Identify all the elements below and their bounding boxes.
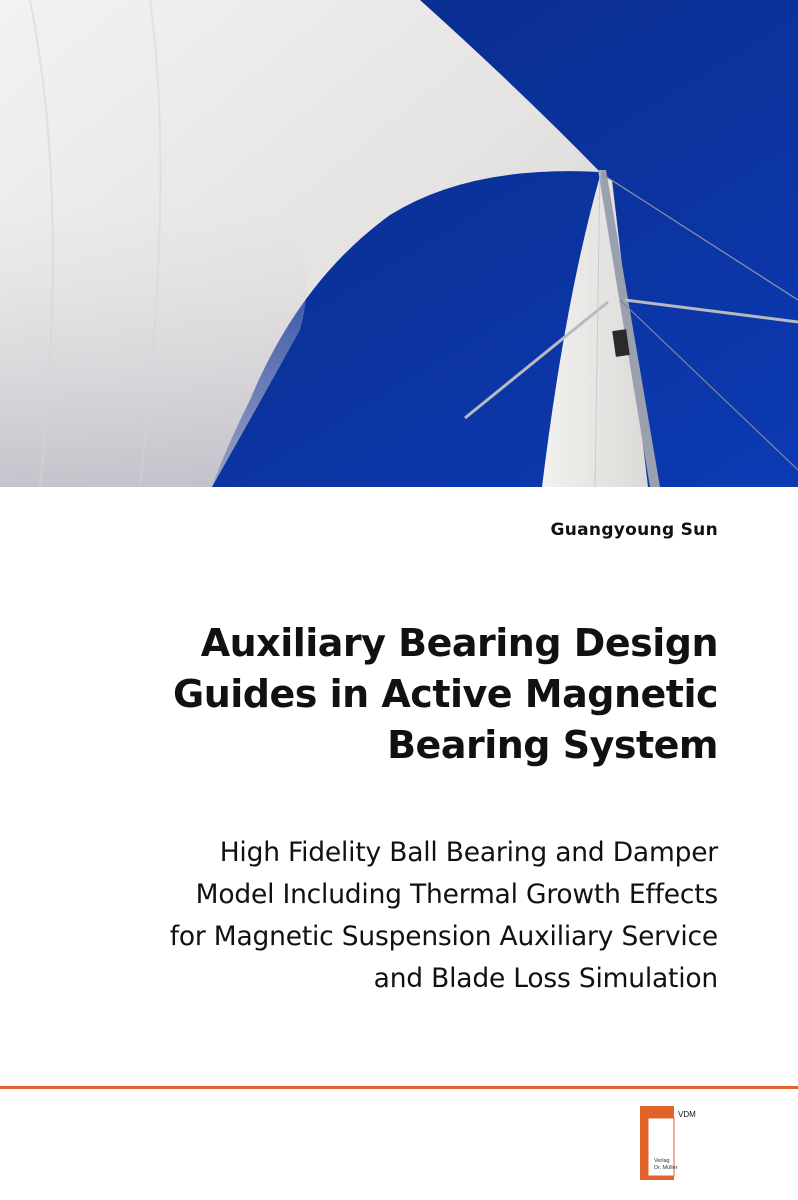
title-line: Auxiliary Bearing Design [200,621,718,665]
subtitle-line: and Blade Loss Simulation [373,963,718,994]
book-title [78,618,718,771]
logo-line2: Dr. Müller [654,1165,678,1171]
title-line: Bearing System [387,723,718,767]
cover-photo [0,0,798,487]
author-name: Guangyoung Sun [550,520,718,540]
logo-line1: Verlag [654,1158,670,1164]
logo-vdm-text: VDM [678,1110,696,1119]
title-line: Guides in Active Magnetic [173,672,718,716]
book-subtitle [18,832,718,1000]
subtitle-line: Model Including Thermal Growth Effects [195,879,718,910]
publisher-logo [640,1106,720,1180]
subtitle-line: for Magnetic Suspension Auxiliary Service [169,921,718,952]
subtitle-line: High Fidelity Ball Bearing and Damper [219,837,718,868]
accent-rule [0,1086,798,1089]
